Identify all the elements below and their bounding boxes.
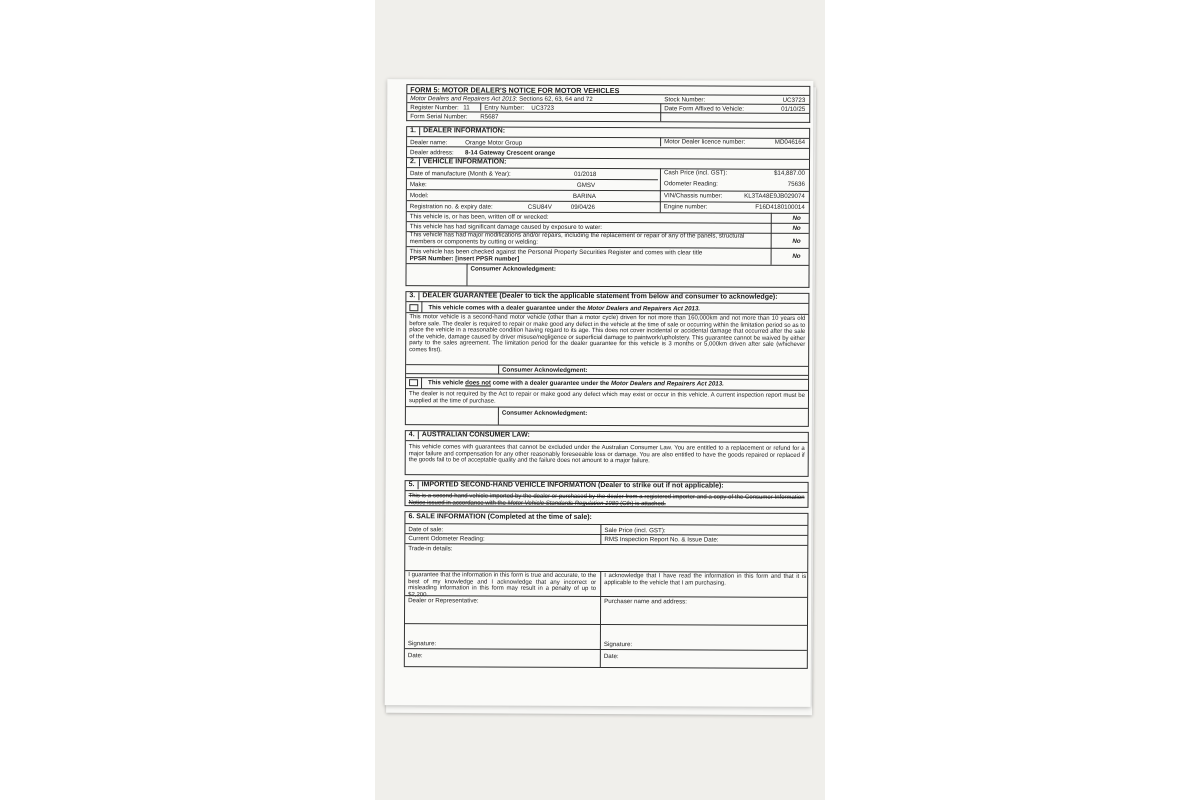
guarantee-without-checkbox[interactable]: [409, 379, 418, 386]
guarantee-with-text: This motor vehicle is a second-hand motor vehicle (other than a motor cycle) driven for not more than 160,000km and not more than 10 years old before sale. The dealer is required to repair or make good any defect in the vehicle at the time of sale or occurring within the limitation period so as to place the vehicle in a reasonable condition having regard to its age. This does not cover incidental or accidental damage that occurred after the sale of the vehicle, damage caused by driver misuse/negligence or superficial damage to paintwork/upholstery. This guarantee cannot be waived by either party to the sales agreement. The limitation period for the dealer guarantee for this vehicle is 3 months or 5,000km driven after sale (whichever comes first).: [409, 314, 806, 354]
purchaser-name-address-label: Purchaser name and address:: [604, 598, 688, 606]
section-dealer-guarantee: [405, 291, 810, 427]
section-3-heading: 3. DEALER GUARANTEE (Dealer to tick the applicable statement from below and consumer to acknowledge):: [406, 292, 808, 304]
modifications-answer: No: [792, 237, 801, 245]
odometer-label: Odometer Reading:: [663, 180, 718, 188]
form-sheet: [385, 79, 814, 707]
section-vehicle-information: [405, 158, 810, 288]
trade-in-label: Trade-in details:: [408, 545, 453, 553]
vin-label: VIN/Chassis number:: [663, 192, 723, 200]
dealer-signature-label: Signature:: [407, 640, 437, 648]
ppsr-number: PPSR Number: [insert PPSR number]: [409, 255, 520, 263]
section-1-heading: 1. DEALER INFORMATION:: [407, 127, 809, 139]
act-reference: Motor Dealers and Repairers Act 2013: Sections 62, 63, 64 and 72: [410, 95, 593, 103]
water-damage-answer: No: [792, 224, 801, 232]
dealer-name-label: Dealer name:: [410, 139, 448, 147]
section-2-heading: 2. VEHICLE INFORMATION:: [407, 158, 809, 170]
engine-number-value: F16D4180100014: [755, 203, 805, 211]
odometer-value: 75636: [787, 180, 805, 188]
section-dealer-information: [406, 126, 810, 160]
form-header-block: [406, 94, 810, 123]
water-damage-question: This vehicle has had significant damage caused by exposure to water:: [409, 223, 603, 232]
register-number-value: 11: [463, 104, 470, 112]
form-serial-value: R5687: [480, 113, 499, 121]
guarantee-with-ack-label: Consumer Acknowledgment:: [502, 366, 588, 374]
dealer-name-value: Orange Motor Group: [465, 139, 523, 147]
registration-value: CSU84V: [527, 203, 552, 211]
purchaser-date-label: Date:: [603, 653, 619, 661]
section-6-heading: 6. SALE INFORMATION (Completed at the time of sale):: [405, 512, 807, 526]
date-affixed-value: 01/10/25: [781, 105, 806, 113]
section-4-heading: 4. AUSTRALIAN CONSUMER LAW:: [406, 431, 808, 443]
manufacture-date-label: Date of manufacture (Month & Year):: [409, 170, 511, 178]
dealer-statement: I guarantee that the information in this form is true and accurate, to the best of my knowledge and I acknowledge that any incorrect or misleading information in this form may result in a penalty of up to $2,200.: [408, 572, 597, 599]
modifications-question: This vehicle has had major modifications and/or repairs, including the replacement or repair of any of the panels, structural members or components by cutting or welding:: [409, 231, 745, 246]
cash-price-value: $14,887.00: [773, 169, 805, 177]
current-odometer-label: Current Odometer Reading:: [408, 535, 485, 543]
entry-number-label: Entry Number:: [484, 104, 525, 112]
section-australian-consumer-law: [405, 430, 809, 477]
purchaser-statement: I acknowledge that I have read the information in this form and that it is applicable to the vehicle that I am purchasing.: [604, 573, 807, 587]
imported-vehicle-text: This is a second-hand vehicle imported by the dealer or purchased by the dealer from a registered importer and a copy of the Consumer Information Notice issued in accordance with the Motor Vehicle Standards Regulation 1989 (Cth) is attached.: [408, 493, 805, 507]
manufacture-date-value: 01/2018: [573, 170, 597, 178]
licence-number-label: Motor Dealer licence number:: [664, 138, 746, 146]
guarantee-without-ack-label: Consumer Acknowledgment:: [501, 409, 588, 417]
vehicle-consumer-ack-label: Consumer Acknowledgment:: [470, 265, 556, 273]
sale-price-label: Sale Price (incl. GST):: [604, 527, 666, 535]
section-sale-information: [404, 511, 809, 669]
cash-price-label: Cash Price (incl. GST):: [663, 169, 728, 177]
dealer-representative-label: Dealer or Representative:: [408, 597, 479, 605]
form-serial-label: Form Serial Number:: [410, 113, 468, 121]
form-title: FORM 5: MOTOR DEALER'S NOTICE FOR MOTOR VEHICLES: [410, 85, 620, 96]
make-value: GMSV: [576, 181, 596, 189]
entry-number-value: UC3723: [531, 104, 554, 112]
motor-dealer-notice-form: [404, 84, 811, 669]
section-5-heading: 5. IMPORTED SECOND-HAND VEHICLE INFORMATION (Dealer to strike out if not applicable):: [406, 481, 808, 493]
guarantee-without-statement: This vehicle does not come with a dealer guarantee under the Motor Dealers and Repairers Act 2013.: [428, 379, 724, 388]
guarantee-with-statement: This vehicle comes with a dealer guarantee under the Motor Dealers and Repairers Act 2013.: [428, 304, 701, 313]
model-value: BARINA: [572, 192, 596, 200]
section-imported-vehicle: [405, 480, 809, 508]
registration-expiry: 09/04/26: [570, 203, 595, 211]
date-affixed-label: Date Form Affixed to Vehicle:: [664, 105, 744, 113]
stock-number-value: UC3723: [782, 96, 806, 104]
stock-number-label: Stock Number:: [664, 96, 706, 104]
ppsr-question: This vehicle has been checked against the Personal Property Securities Register and comes with clear title: [409, 248, 703, 257]
guarantee-without-text: The dealer is not required by the Act to repair or make good any defect which may exist or occur in this vehicle. A current inspection report must be supplied at the time of purchase.: [408, 391, 806, 405]
dealer-address-value: 8-14 Gateway Crescent orange: [465, 149, 556, 157]
licence-number-value: MD046164: [774, 138, 806, 146]
date-of-sale-label: Date of sale:: [408, 526, 444, 534]
purchaser-signature-label: Signature:: [603, 641, 633, 649]
make-label: Make:: [409, 181, 427, 189]
dealer-address-label: Dealer address:: [410, 149, 454, 157]
rms-inspection-label: RMS Inspection Report No. & Issue Date:: [604, 536, 719, 544]
engine-number-label: Engine number:: [663, 203, 708, 211]
model-label: Model:: [409, 192, 429, 200]
register-number-label: Register Number:: [410, 104, 459, 112]
written-off-answer: No: [792, 214, 801, 222]
written-off-question: This vehicle is, or has been, written off or wrecked:: [409, 213, 549, 221]
registration-label: Registration no. & expiry date:: [409, 203, 493, 211]
dealer-date-label: Date:: [407, 652, 423, 660]
consumer-law-text: This vehicle comes with guarantees that cannot be excluded under the Australian Consumer Law. You are entitled to a replacement or refund for a major failure and compensation for any other reasonably foreseeable loss or damage. You are also entitled to have the goods repaired or replaced if the goods fail to be of acceptable quality and the failure does not amount to a major failure.: [408, 444, 805, 465]
vin-value: KL3TA48E9JB029074: [744, 192, 805, 200]
ppsr-answer: No: [792, 252, 801, 260]
guarantee-with-checkbox[interactable]: [409, 304, 418, 311]
